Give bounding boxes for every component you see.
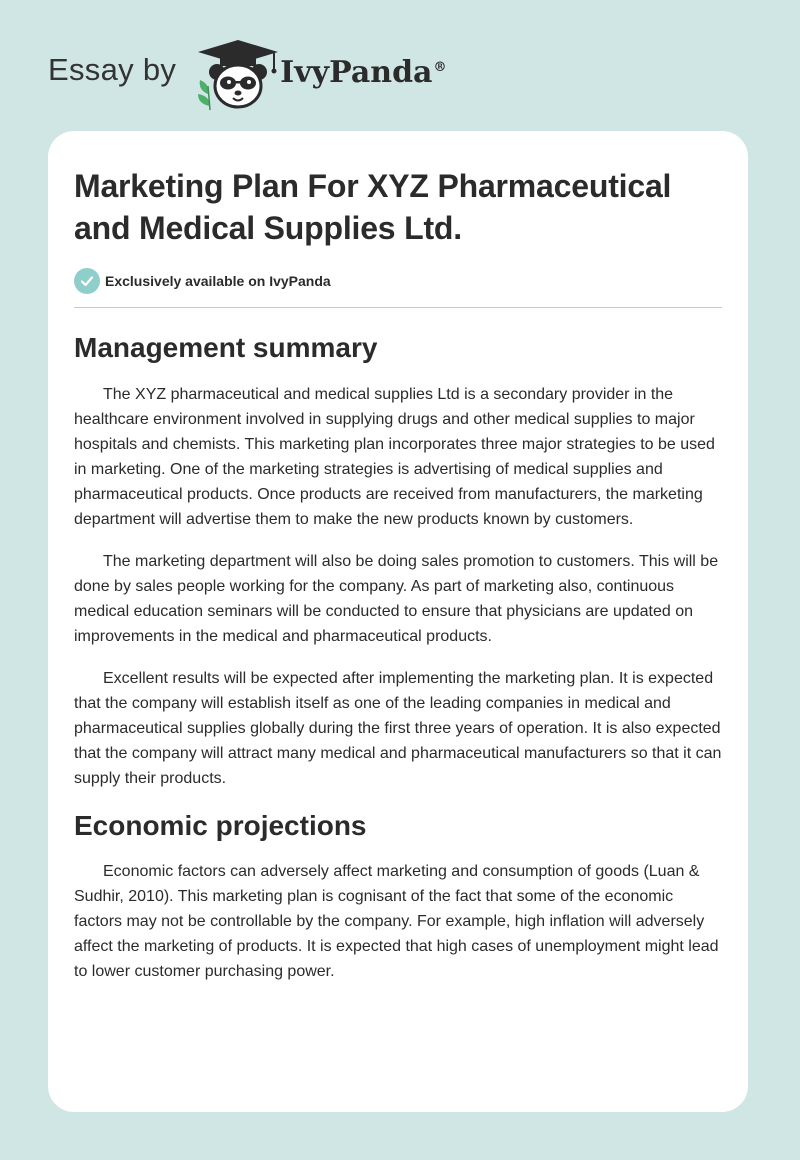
section-heading: Economic projections (74, 810, 367, 841)
exclusive-badge-text: Exclusively available on IvyPanda (105, 273, 331, 289)
paragraph: Economic factors can adversely affect marketing and consumption of goods (Luan & Sudhir, 2010). This marketing plan is cognisant of the fact that some of the economic factors may not be controllable by the company. For example, high inflation will adversely affect the marketing of products. It is expected that high cases of unemployment might lead to lower customer purchasing power. (74, 863, 719, 980)
brand-name[interactable] (280, 55, 446, 90)
checkmark-icon (74, 268, 100, 294)
site-header (48, 34, 447, 114)
article-title: Marketing Plan For XYZ Pharmaceutical and Medical Supplies Ltd. (74, 168, 672, 246)
paragraph: Excellent results will be expected after implementing the marketing plan. It is expected that the company will establish itself as one of the leading companies in medical and pharmaceutical supplies globally during the first three years of operation. It is also expected that the company will attract many medical and pharmaceutical manufacturers so that it can supply their products. (74, 670, 722, 787)
panda-graduate-logo-icon[interactable] (190, 34, 286, 114)
article-card (48, 131, 748, 1112)
section-management-summary (74, 330, 722, 791)
section-heading: Management summary (74, 332, 378, 363)
paragraph: The marketing department will also be doing sales promotion to customers. This will be done by sales people working for the company. As part of marketing also, continuous medical education seminars will be conducted to ensure that physicians are updated on improvements in the medical and pharmaceutical products. (74, 553, 719, 645)
registered-mark: ® (433, 59, 447, 75)
brand-name-text: IvyPanda (280, 54, 433, 90)
exclusive-badge (74, 268, 722, 308)
essay-by-label: Essay by (48, 52, 177, 87)
paragraph: The XYZ pharmaceutical and medical supplies Ltd is a secondary provider in the healthcare environment involved in supplying drugs and other medical supplies to major hospitals and chemists. This marketing plan incorporates three major strategies to be used in marketing. One of the marketing strategies is advertising of medical supplies and pharmaceutical products. Once products are received from manufacturers, the marketing department will advertise them to make the new products known by customers. (74, 386, 715, 528)
section-economic-projections (74, 808, 722, 984)
